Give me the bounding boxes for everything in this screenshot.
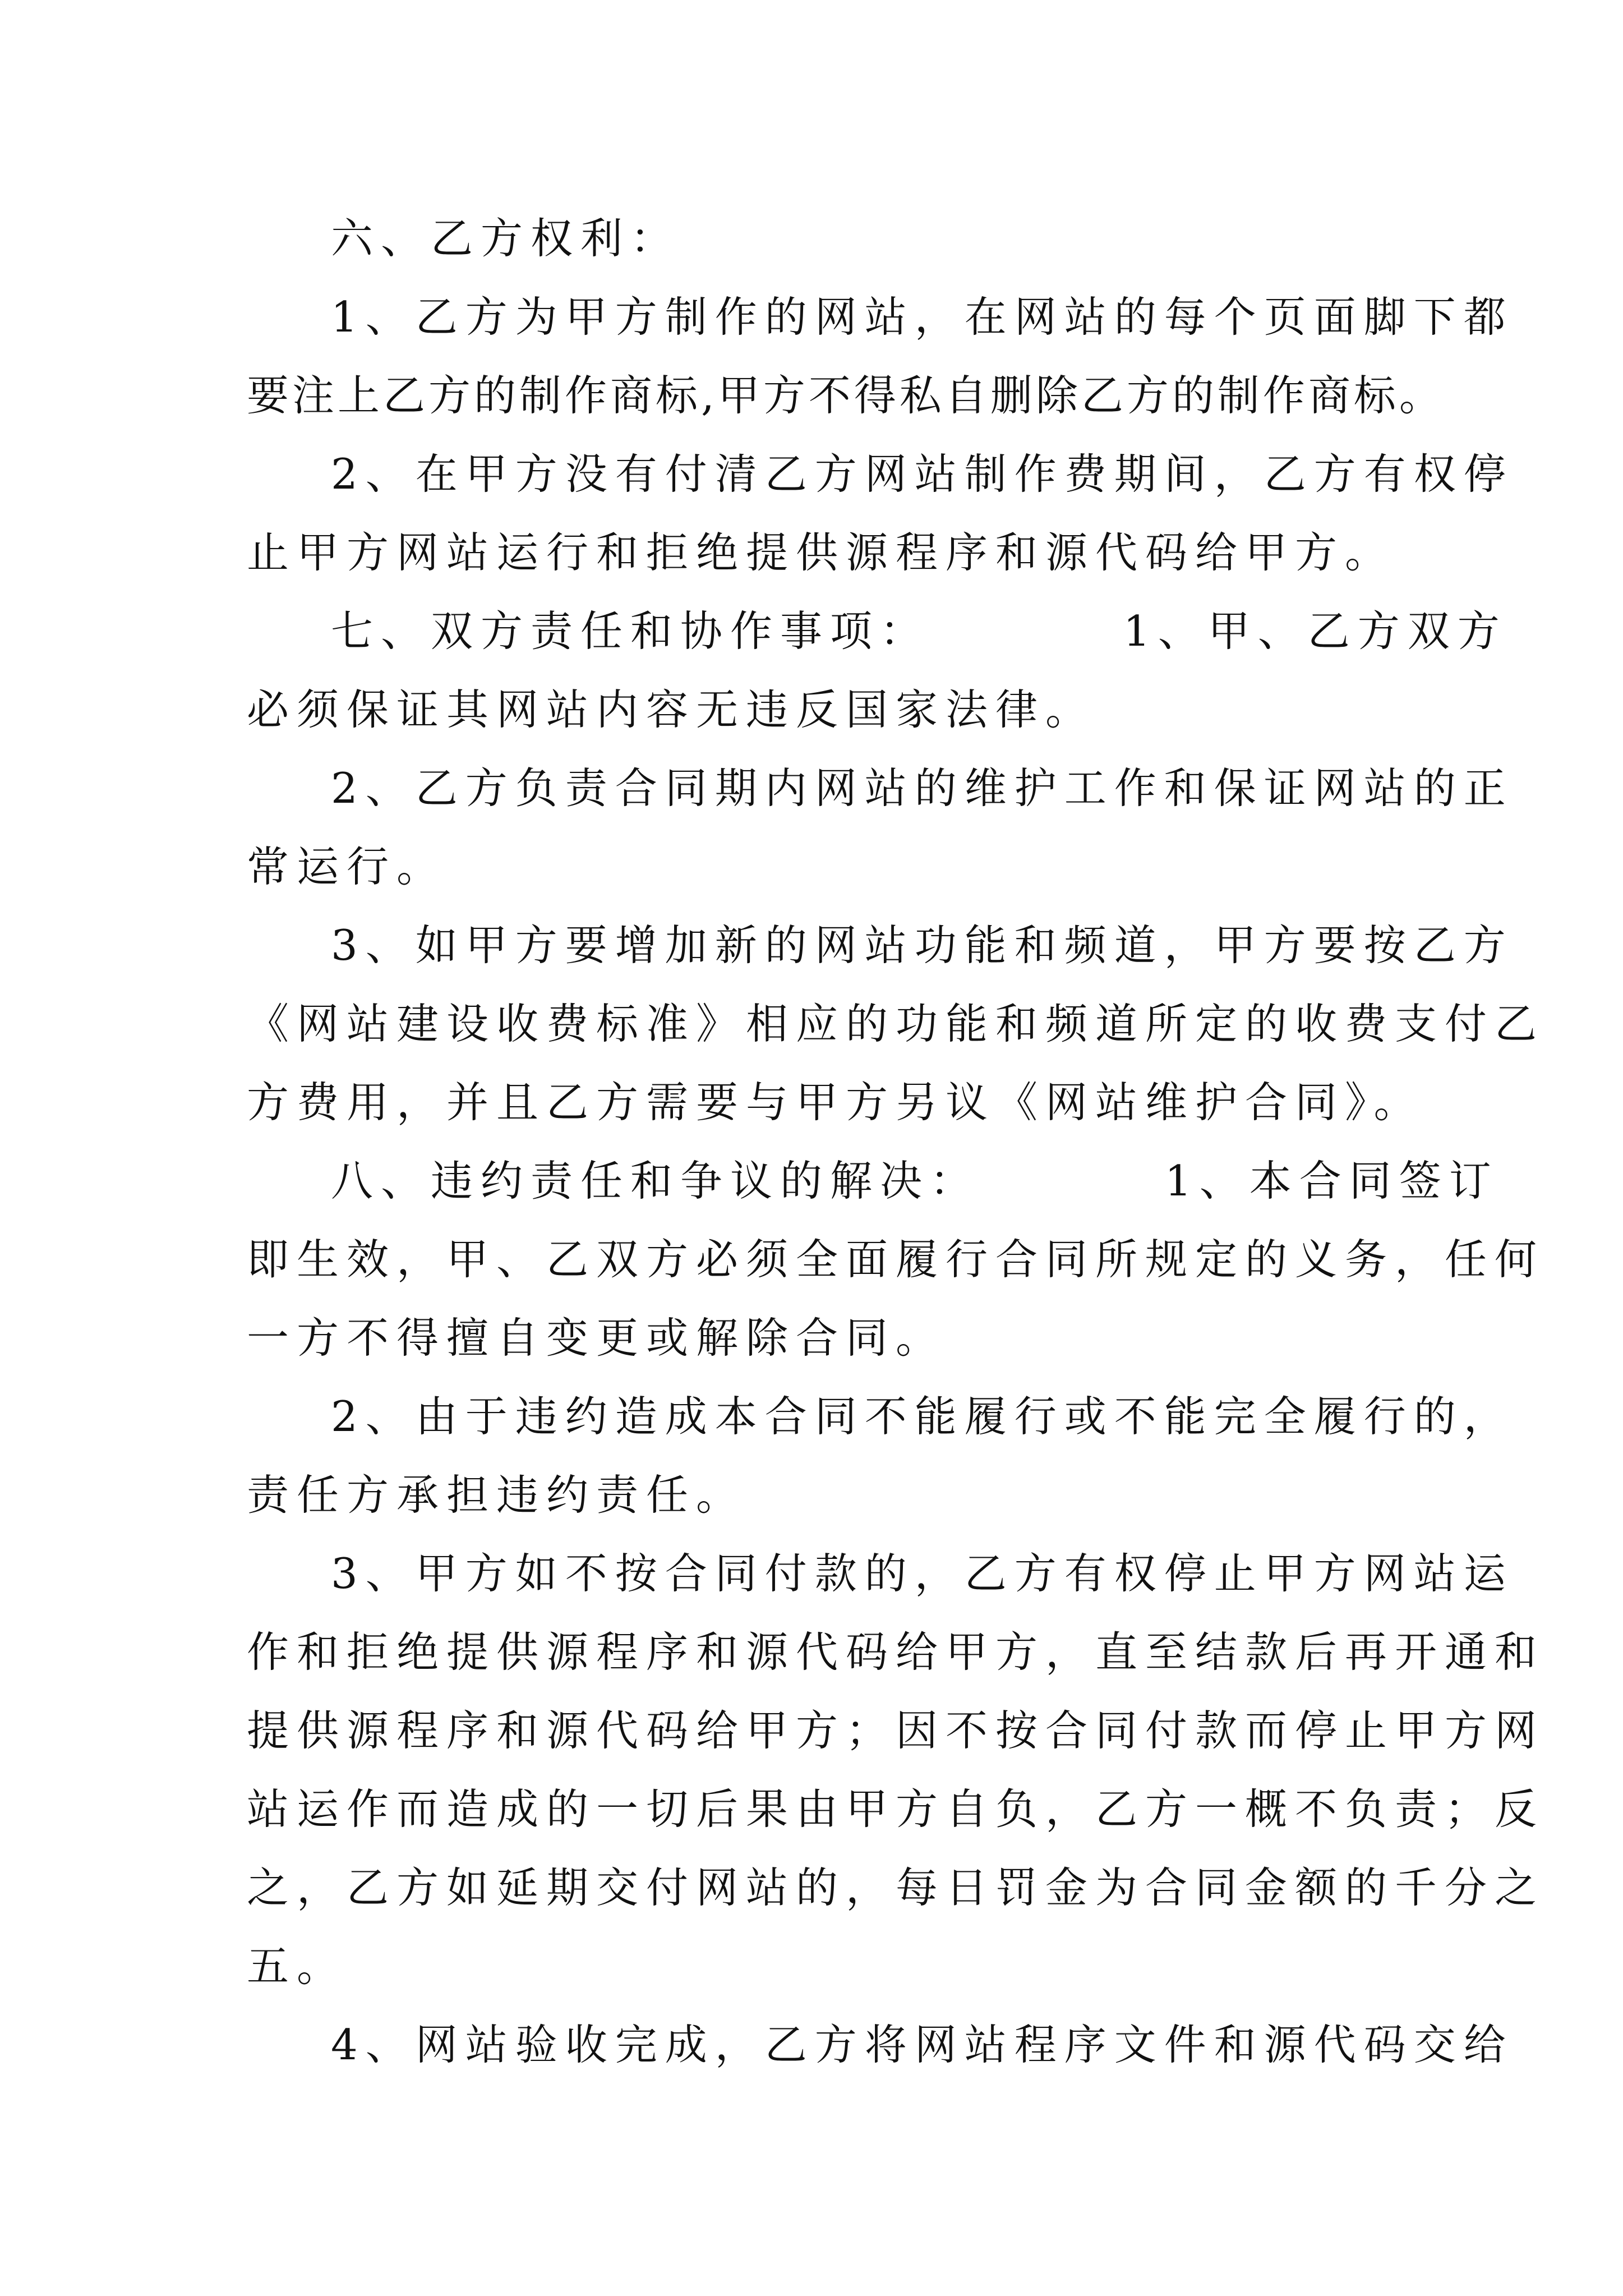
paragraph-line: 3、甲方如不按合同付款的，乙方有权停止甲方网站运 [331,1549,1514,1598]
paragraph-line: 4、网站验收完成，乙方将网站程序文件和源代码交给 [331,2020,1514,2069]
paragraph-line: 1、本合同签订 [1165,1156,1499,1205]
heading-text: 七、双方责任和协作事项： [331,606,930,656]
paragraph-line: 即生效，甲、乙双方必须全面履行合同所规定的义务，任何 [247,1235,1545,1284]
paragraph-line: 作和拒绝提供源程序和源代码给甲方，直至结款后再开通和 [247,1627,1545,1677]
paragraph-line: 必须保证其网站内容无违反国家法律。 [247,685,1096,734]
paragraph-line: 常运行。 [247,842,447,891]
paragraph-line: 1、甲、乙方双方 [1123,606,1507,656]
paragraph-line: 提供源程序和源代码给甲方；因不按合同付款而停止甲方网 [247,1706,1545,1755]
heading-breach-dispute [331,1147,1499,1214]
paragraph-line: 一方不得擅自变更或解除合同。 [247,1313,946,1363]
paragraph-line: 2、在甲方没有付清乙方网站制作费期间，乙方有权停 [331,449,1514,499]
paragraph-line: 2、由于违约造成本合同不能履行或不能完全履行的， [331,1392,1514,1441]
paragraph-line: 责任方承担违约责任。 [247,1470,746,1520]
paragraph-line: 《网站建设收费标准》相应的功能和频道所定的收费支付乙 [247,999,1545,1048]
heading-mutual-responsibilities [331,597,1507,665]
paragraph-line: 要注上乙方的制作商标,甲方不得私自删除乙方的制作商标。 [247,371,1445,420]
paragraph-line: 3、如甲方要增加新的网站功能和频道，甲方要按乙方 [331,921,1514,970]
paragraph-line: 2、乙方负责合同期内网站的维护工作和保证网站的正 [331,763,1514,813]
heading-party-b-rights: 六、乙方权利： [331,214,681,263]
paragraph-line: 五。 [247,1941,347,1991]
paragraph-line: 止甲方网站运行和拒绝提供源程序和源代码给甲方。 [247,528,1395,577]
heading-text: 八、违约责任和争议的解决： [331,1156,980,1205]
paragraph-line: 站运作而造成的一切后果由甲方自负，乙方一概不负责；反 [247,1784,1545,1834]
paragraph-line: 1、乙方为甲方制作的网站，在网站的每个页面脚下都 [331,292,1514,342]
paragraph-line: 之，乙方如延期交付网站的，每日罚金为合同金额的千分之 [247,1863,1545,1912]
paragraph-line: 方费用，并且乙方需要与甲方另议《网站维护合同》。 [247,1078,1424,1127]
